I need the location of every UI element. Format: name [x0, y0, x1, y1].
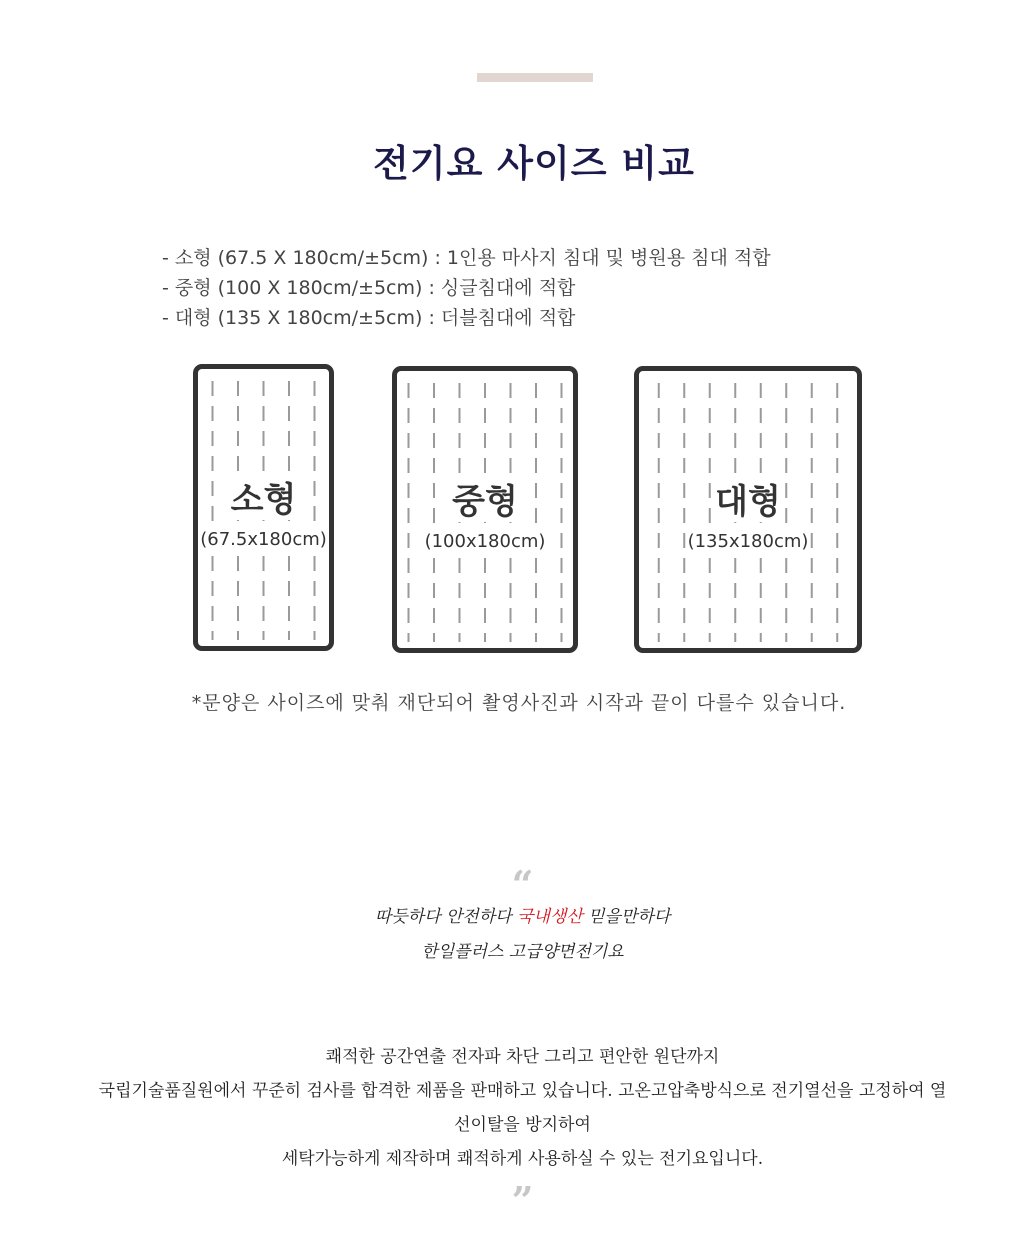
product-description — [96, 1040, 949, 1176]
close-quote-icon: ” — [511, 1178, 534, 1223]
spec-item-small: - 소형 (67.5 X 180cm/±5cm) : 1인용 마사지 침대 및 병원용 침대 적합 — [162, 247, 771, 269]
size-spec-list — [162, 243, 771, 333]
top-divider-bar — [477, 73, 593, 82]
page-title: 전기요 사이즈 비교 — [373, 142, 695, 185]
mattress-medium-dims: (100x180cm) — [424, 531, 546, 552]
description-line-2: 국립기술품질원에서 꾸준히 검사를 합격한 제품을 판매하고 있습니다. 고온고압축방식으로 전기열선을 고정하여 열선이탈을 방지하여 — [98, 1081, 947, 1135]
mattress-small-name: 소형 — [230, 480, 297, 520]
slogan-highlight: 국내생산 — [516, 907, 583, 927]
spec-item-medium: - 중형 (100 X 180cm/±5cm) : 싱글침대에 적합 — [162, 277, 576, 299]
description-line-3: 세탁가능하게 제작하며 쾌적하게 사용하실 수 있는 전기요입니다. — [281, 1149, 764, 1169]
spec-item-large: - 대형 (135 X 180cm/±5cm) : 더블침대에 적합 — [162, 307, 576, 329]
open-quote-icon: “ — [511, 862, 534, 907]
slogan-line-1: 따듯하다 안전하다 국내생산 믿을만하다 — [374, 907, 671, 927]
mattress-medium-name: 중형 — [452, 482, 518, 522]
mattress-medium — [392, 366, 578, 653]
mattress-small-dims: (67.5x180cm) — [200, 529, 327, 550]
slogan-line-2: 한일플러스 고급양면전기요 — [421, 942, 624, 962]
description-line-1: 쾌적한 공간연출 전자파 차단 그리고 편안한 원단까지 — [325, 1047, 720, 1067]
mattress-large — [634, 366, 862, 653]
mattress-large-dims: (135x180cm) — [687, 531, 809, 552]
mattress-small — [193, 364, 334, 651]
mattress-large-name: 대형 — [715, 482, 781, 522]
pattern-notice: *문양은 사이즈에 맞춰 재단되어 촬영사진과 시작과 끝이 다를수 있습니다. — [191, 692, 847, 714]
